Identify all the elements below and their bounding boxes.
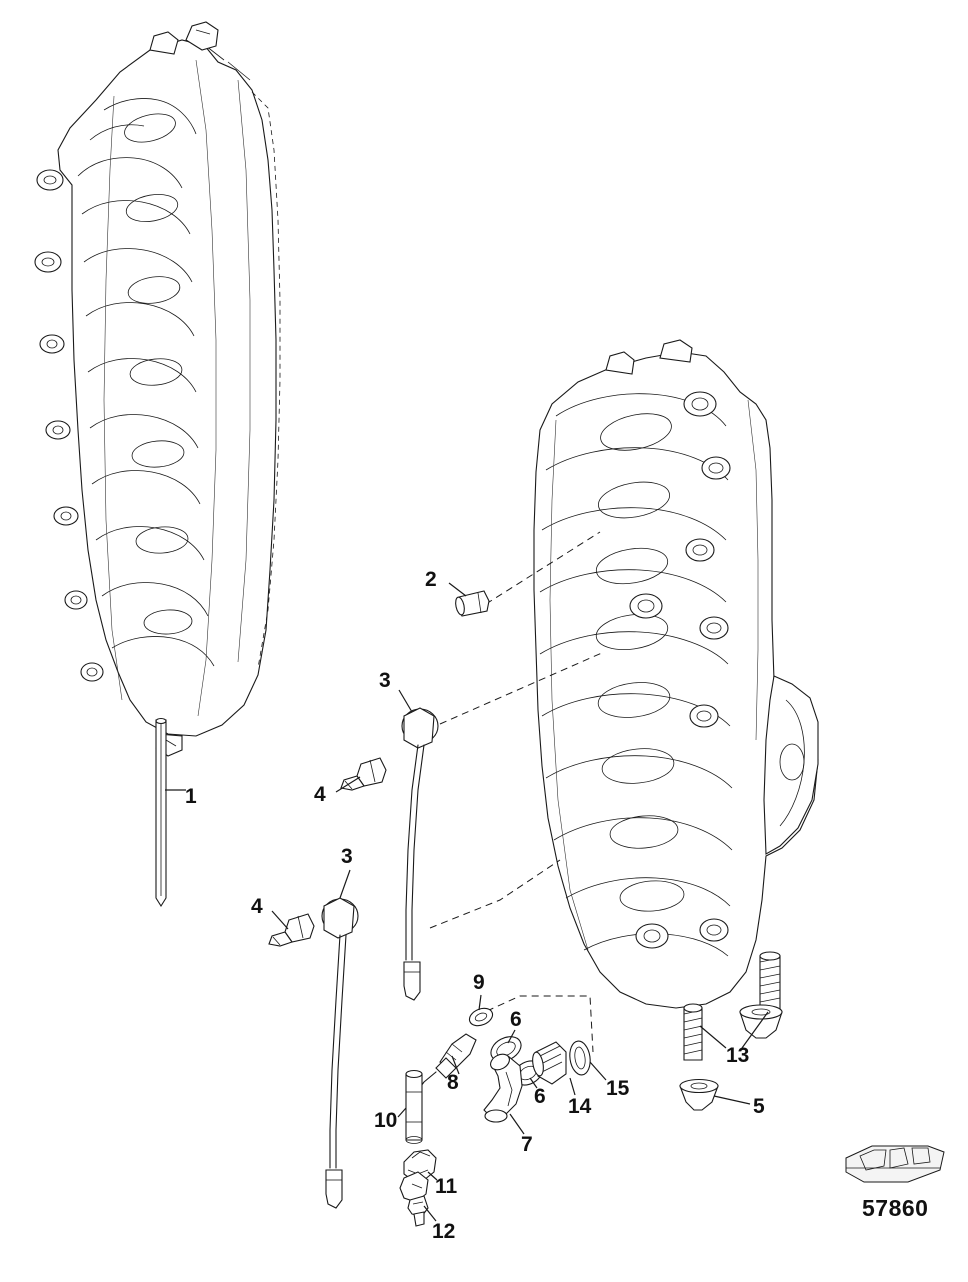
part-7-elbow-fitting	[484, 1051, 522, 1122]
part-13-stud-left	[684, 1004, 702, 1060]
part-13-stud-right	[760, 952, 780, 1012]
callout-7: 7	[521, 1133, 533, 1156]
callout-1: 1	[185, 785, 197, 808]
part-9-o-ring	[467, 1005, 495, 1029]
part-10-sleeve	[406, 1071, 422, 1144]
callout-3-lower: 3	[341, 845, 353, 868]
callout-4-lower: 4	[251, 895, 263, 918]
callout-6-upper: 6	[510, 1008, 522, 1031]
part-3-knock-sensor-lower	[322, 898, 358, 1208]
part-3-knock-sensor-upper	[402, 708, 438, 1000]
callout-10: 10	[374, 1109, 398, 1132]
callout-6-lower: 6	[534, 1085, 546, 1108]
figure-number: 57860	[862, 1195, 929, 1221]
part-15-seal-washer	[568, 1040, 593, 1076]
callout-11: 11	[435, 1175, 458, 1198]
cylinder-block-right-assembly	[534, 340, 818, 1008]
boat-logo-icon	[846, 1146, 944, 1182]
part-12-temperature-sensor	[400, 1172, 428, 1226]
callout-3-upper: 3	[379, 669, 391, 692]
cylinder-head-left-assembly	[35, 22, 280, 756]
part-5-grommet-lower	[680, 1080, 718, 1111]
callout-12: 12	[432, 1220, 456, 1243]
callout-9: 9	[473, 971, 485, 994]
callout-15: 15	[606, 1077, 630, 1100]
part-1-long-pin	[156, 719, 166, 907]
callout-4-upper: 4	[314, 783, 326, 806]
part-2-short-pin	[454, 591, 489, 616]
callout-2: 2	[425, 568, 437, 591]
callout-8: 8	[447, 1071, 459, 1094]
callout-13: 13	[726, 1044, 750, 1067]
part-4-bolt-lower	[269, 914, 314, 946]
callout-5: 5	[753, 1095, 765, 1118]
callout-14: 14	[568, 1095, 592, 1118]
